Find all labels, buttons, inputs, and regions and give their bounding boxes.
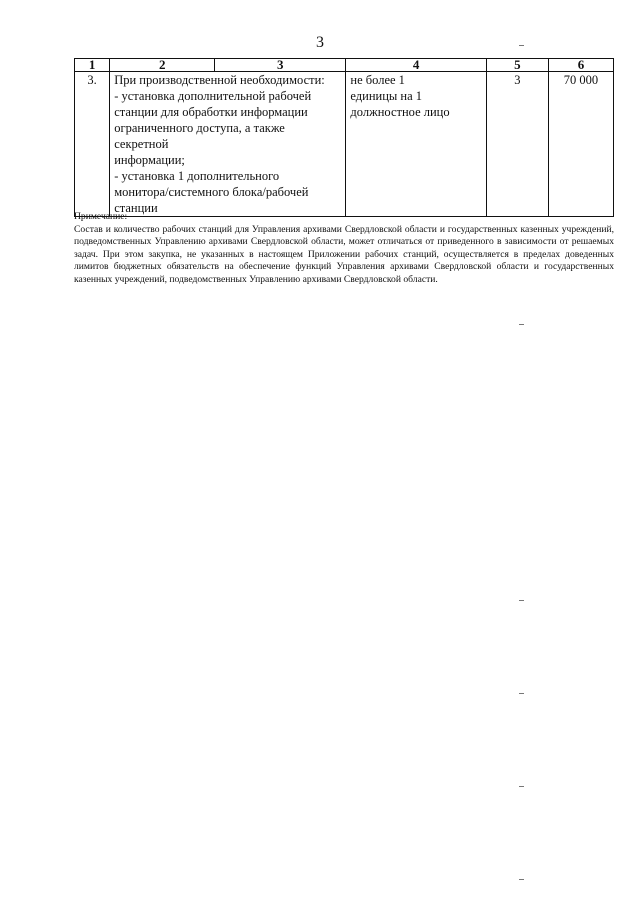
scan-mark (519, 600, 524, 601)
page-number: 3 (316, 34, 324, 51)
header-col-1: 1 (75, 59, 110, 72)
note-text: Состав и количество рабочих станций для Управления архивами Свердловской области и государственных казенных учреждений, подведомственных Управлению архивами Свердловской области, может отличаться от приведенного в зависимости от решаемых задач. При этом закупка, не указанных в настоящем Приложении рабочих станций, осуществляется в пределах доведенных лимитов бюджетных обязательств на обеспечение функций Управления архивами Свердловской области и государственных казенных учреждений, подведомственных Управлению архивами Свердловской области. (74, 223, 614, 285)
row-quantity: 3 (486, 72, 548, 217)
row-price: 70 000 (548, 72, 613, 217)
note-title: Примечание: (74, 211, 128, 222)
scan-mark (519, 879, 524, 880)
scan-mark (519, 693, 524, 694)
table-header-row (75, 59, 614, 72)
norm-line: единицы на 1 (350, 89, 423, 103)
description-line: При производственной необходимости: (114, 73, 325, 87)
header-col-5: 5 (486, 59, 548, 72)
specification-table (74, 58, 614, 217)
row-norm (346, 72, 486, 217)
description-line: информации; (114, 153, 185, 167)
header-col-3: 3 (215, 59, 346, 72)
description-line: ограниченного доступа, а также секретной (114, 121, 285, 151)
description-line: монитора/системного блока/рабочей (114, 185, 309, 199)
norm-line: не более 1 (350, 73, 405, 87)
description-line: - установка 1 дополнительного (114, 169, 280, 183)
description-line: станции (114, 201, 158, 215)
scan-mark (519, 45, 524, 46)
norm-line: должностное лицо (350, 105, 450, 119)
header-col-2: 2 (110, 59, 215, 72)
scan-mark (519, 324, 524, 325)
scan-mark (519, 786, 524, 787)
row-number: 3. (75, 72, 110, 217)
note-block (74, 211, 614, 287)
description-line: - установка дополнительной рабочей (114, 89, 312, 103)
table-row (75, 72, 614, 217)
description-line: станции для обработки информации (114, 105, 308, 119)
header-col-6: 6 (548, 59, 613, 72)
header-col-4: 4 (346, 59, 486, 72)
row-description (110, 72, 346, 217)
